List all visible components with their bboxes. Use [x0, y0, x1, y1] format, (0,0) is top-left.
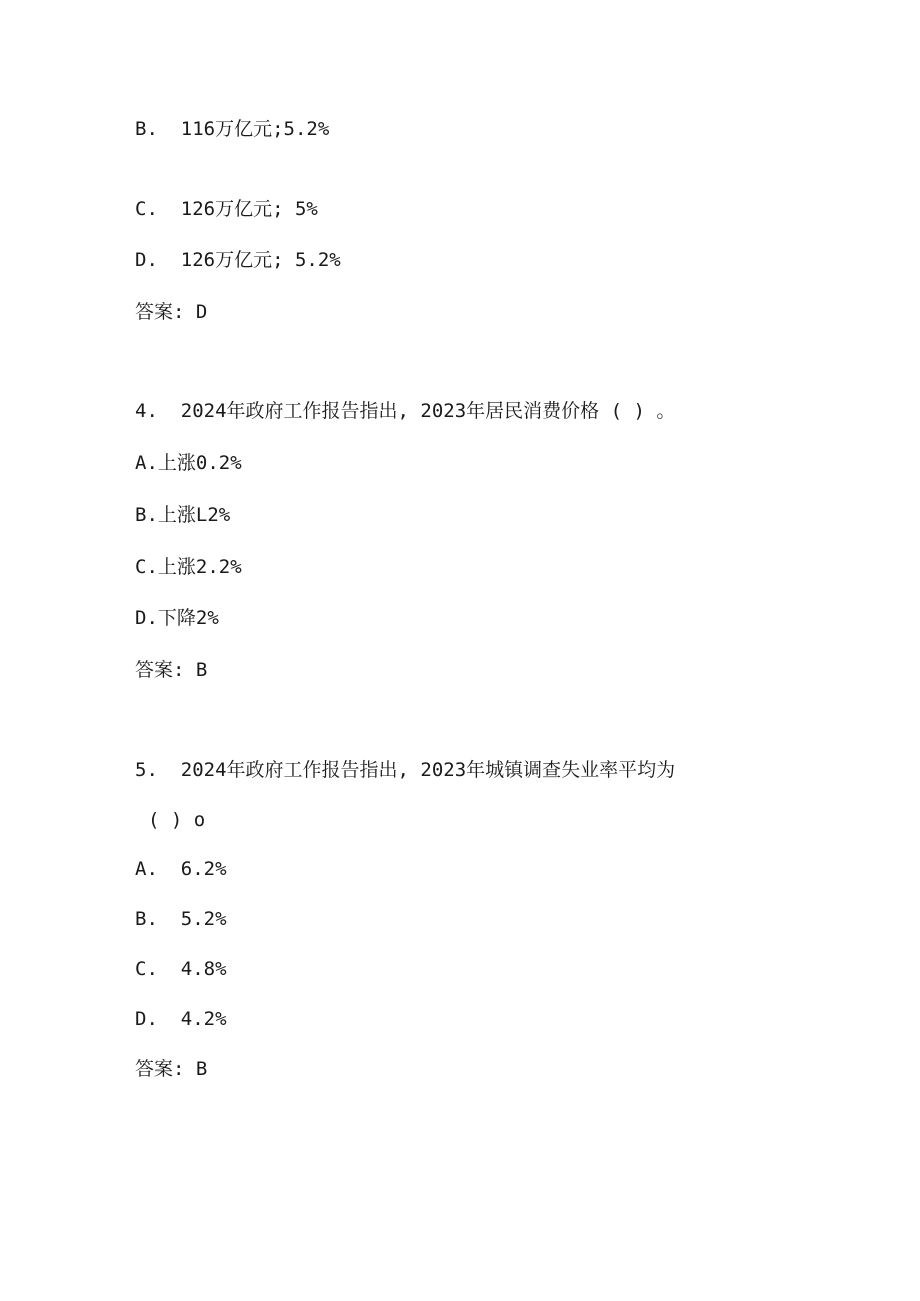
q3-option-b: B. 116万亿元;5.2%: [135, 118, 330, 140]
q3-answer: 答案: D: [135, 301, 208, 323]
q3-option-c: C. 126万亿元; 5%: [135, 198, 318, 220]
q4-question: 4. 2024年政府工作报告指出, 2023年居民消费价格 ( ) 。: [135, 400, 676, 422]
q5-option-b: B. 5.2%: [135, 908, 227, 930]
q4-option-d: D.下降2%: [135, 607, 219, 629]
q5-answer: 答案: B: [135, 1058, 208, 1080]
q5-option-d: D. 4.2%: [135, 1008, 227, 1030]
q5-question-cont: ( ) o: [148, 809, 206, 831]
q3-option-d: D. 126万亿元; 5.2%: [135, 249, 341, 271]
q5-question: 5. 2024年政府工作报告指出, 2023年城镇调查失业率平均为: [135, 759, 676, 781]
q5-option-c: C. 4.8%: [135, 958, 227, 980]
q4-answer: 答案: B: [135, 659, 208, 681]
q4-option-a: A.上涨0.2%: [135, 452, 242, 474]
q5-option-a: A. 6.2%: [135, 858, 227, 880]
q4-option-c: C.上涨2.2%: [135, 556, 242, 578]
q4-option-b: B.上涨L2%: [135, 504, 231, 526]
